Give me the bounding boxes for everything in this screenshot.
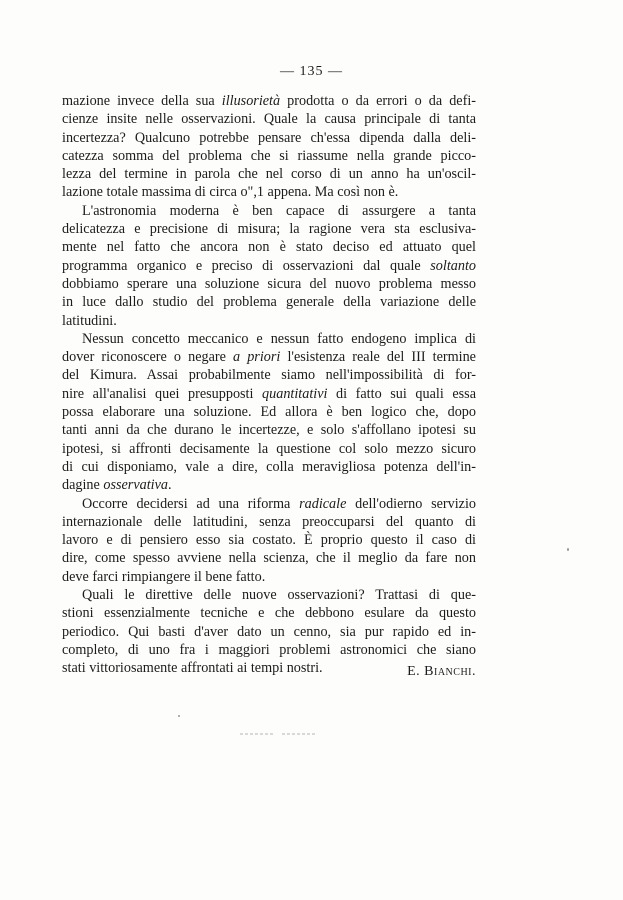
- signature: [380, 664, 476, 680]
- text-line: mente nel fatto che ancora non è stato deciso ed attuato quel: [62, 239, 476, 256]
- text-line: in luce dallo studio del problema generale della variazione delle: [62, 294, 476, 311]
- text-line: lazione totale massima di circa o",1 appena. Ma così non è.: [62, 184, 399, 201]
- text-line: Occorre decidersi ad una riforma radicale dell'odierno servizio: [82, 495, 476, 512]
- text-line: tanti anni da che durano le incertezze, e solo s'affollano ipotesi su: [62, 422, 476, 439]
- text-line: L'astronomia moderna è ben capace di assurgere a tanta: [82, 202, 476, 219]
- print-speck: [567, 548, 569, 551]
- text-line: lavoro e di pensiero esso sia costato. È proprio questo il caso di: [62, 532, 476, 549]
- paragraph: [62, 495, 476, 586]
- text-line: dover riconoscere o negare a priori l'esistenza reale del III termine: [62, 349, 476, 366]
- text-line: programma organico e preciso di osservazioni dal quale soltanto: [62, 257, 476, 274]
- page-number: — 135 —: [280, 64, 343, 79]
- text-line: dobbiamo sperare una soluzione sicura del nuovo problema messo: [62, 275, 476, 292]
- text-line: dagine osservativa.: [62, 477, 172, 494]
- text-line: mazione invece della sua illusorietà prodotta o da errori o da defi-: [62, 93, 476, 109]
- text-line: Quali le direttive delle nuove osservazioni? Trattasi di que-: [82, 587, 476, 604]
- text-line: stati vittoriosamente affrontati ai tempi nostri.: [62, 660, 323, 677]
- text-line: stioni essenzialmente tecniche e che debbono esulare da questo: [62, 605, 476, 622]
- text-line: completo, di uno fra i maggiori problemi astronomici che siano: [62, 641, 476, 658]
- paragraph: [62, 330, 476, 495]
- text-line: periodico. Qui basti d'aver dato un cenno, sia pur rapido ed in-: [62, 623, 476, 640]
- text-line: ipotesi, si affronti decisamente la questione col solo mezzo sicuro: [62, 440, 476, 457]
- body-text: [62, 92, 476, 678]
- print-speck: [178, 715, 180, 717]
- text-line: internazionale delle latitudini, senza preoccuparsi del quanto di: [62, 513, 476, 530]
- text-line: lezza del termine in parola che nel corso di un anno ha un'oscil-: [62, 166, 476, 183]
- text-line: Nessun concetto meccanico e nessun fatto endogeno implica di: [82, 330, 476, 347]
- text-line: catezza somma del problema che si riassume nella grande picco-: [62, 147, 476, 164]
- paragraph: [62, 92, 476, 202]
- text-line: latitudini.: [62, 312, 117, 329]
- text-line: cienze insite nelle osservazioni. Quale la causa principale di tanta: [62, 111, 476, 128]
- text-line: incertezza? Qualcuno potrebbe pensare ch'essa dipenda dalla deli-: [62, 129, 476, 146]
- text-line: deve farci rimpiangere il bene fatto.: [62, 568, 266, 585]
- author-name: E. Bianchi.: [407, 664, 476, 679]
- text-line: delicatezza e precisione di misura; la ragione vera sta esclusiva-: [62, 221, 476, 238]
- paragraph: [62, 202, 476, 330]
- closing-ornament: [238, 732, 318, 736]
- text-line: nire all'analisi quei presupposti quantitativi di fatto sui quali essa: [62, 385, 476, 402]
- text-line: del Kimura. Assai probabilmente siamo nell'impossibilità di for-: [62, 367, 476, 384]
- text-line: possa elaborare una soluzione. Ed allora è ben logico che, dopo: [62, 404, 476, 421]
- text-line: di cui disponiamo, vale a dire, colla meravigliosa potenza dell'in-: [62, 458, 476, 475]
- text-line: dire, come spesso avviene nella scienza, che il meglio da fare non: [62, 550, 476, 567]
